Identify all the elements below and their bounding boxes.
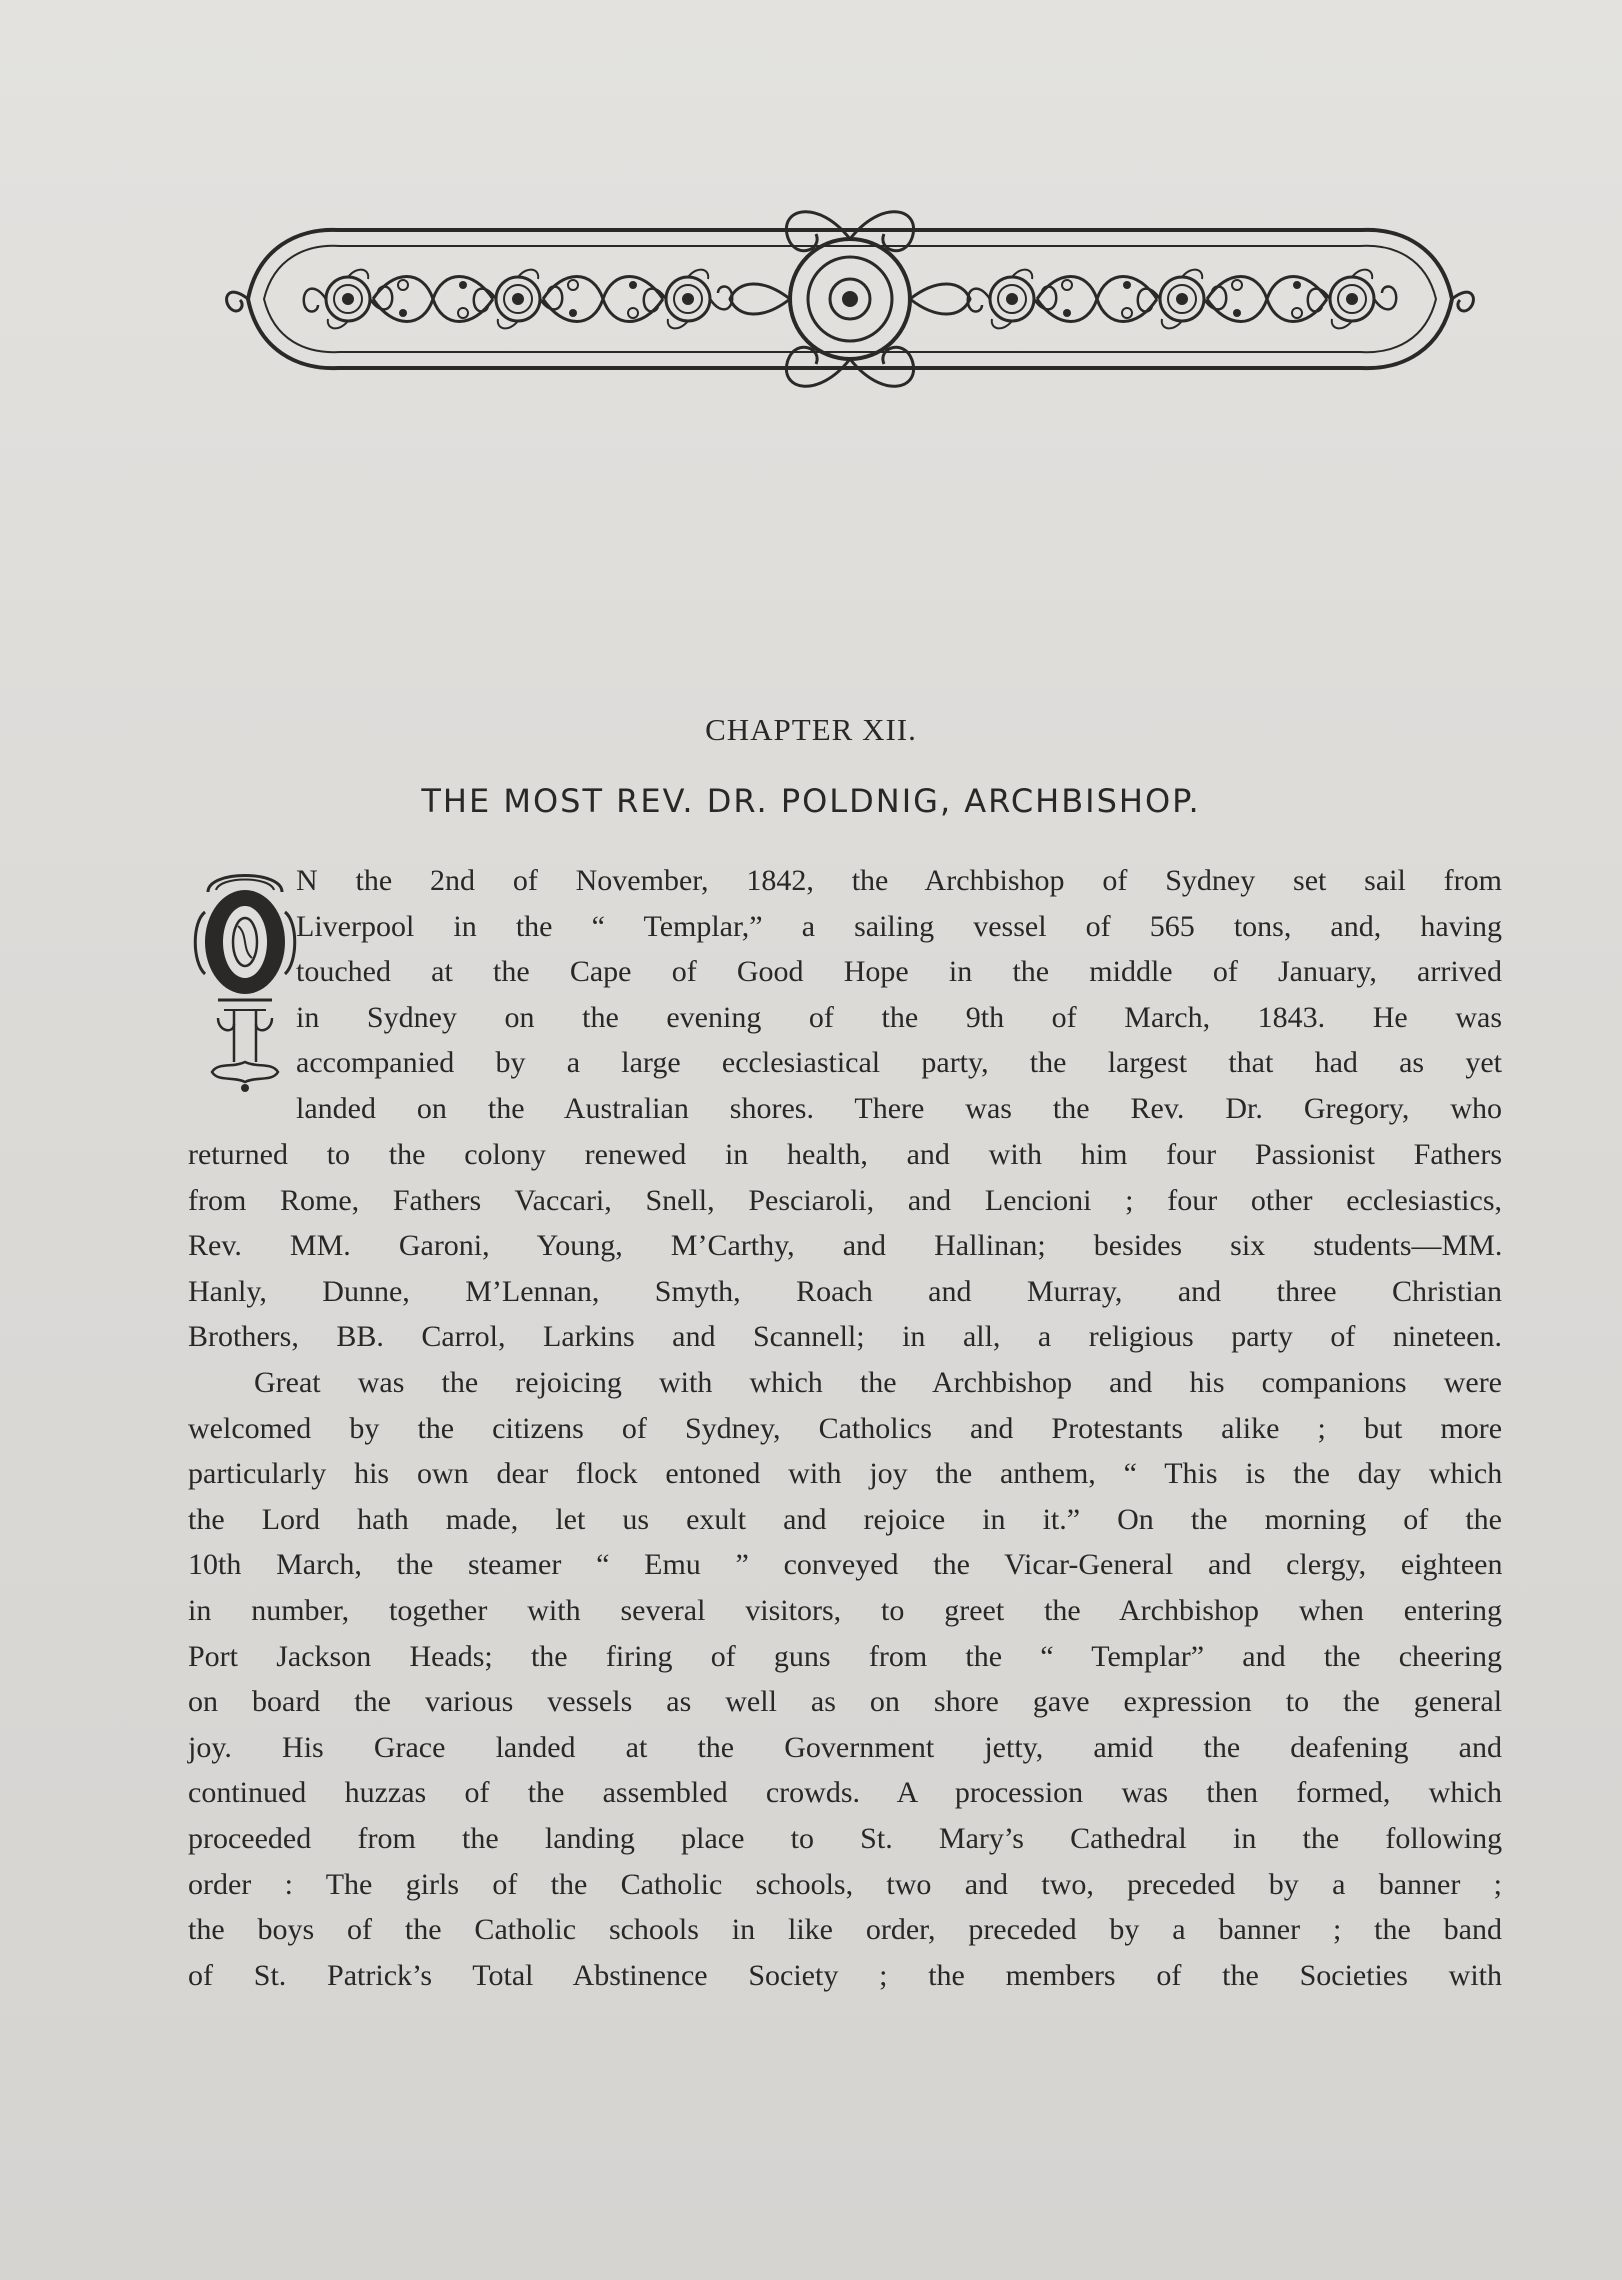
text-line: Great was the rejoicing with which the Archbishop and his companions were [254, 1365, 1502, 1399]
text-line: Brothers, BB. Carrol, Larkins and Scannell; in all, a religious party of nineteen. [188, 1320, 1502, 1354]
text-line: 10th March, the steamer “ Emu ” conveyed the Vicar-General and clergy, eighteen [188, 1548, 1503, 1582]
text-line: Rev. MM. Garoni, Young, M’Carthy, and Hallinan; besides six students—MM. [188, 1229, 1503, 1263]
text-line: on board the various vessels as well as on shore gave expression to the general [188, 1685, 1503, 1719]
ornamental-scroll-headpiece-icon [218, 188, 1482, 410]
chapter-number: CHAPTER XII. [705, 712, 917, 747]
text-line: order : The girls of the Catholic schools, two and two, preceded by a banner ; [188, 1867, 1502, 1901]
text-line: the Lord hath made, let us exult and rejoice in it.” On the morning of the [188, 1502, 1502, 1536]
text-line: Liverpool in the “ Templar,” a sailing vessel of 565 tons, and, having [296, 909, 1502, 943]
main-text-block [188, 1132, 1502, 1998]
text-line: Port Jackson Heads; the firing of guns from the “ Templar” and the cheering [188, 1639, 1502, 1673]
text-line: continued huzzas of the assembled crowds. A procession was then formed, which [188, 1776, 1502, 1810]
text-line: N the 2nd of November, 1842, the Archbishop of Sydney set sail from [296, 864, 1502, 897]
text-line: the boys of the Catholic schools in like order, preceded by a banner ; the band [188, 1913, 1502, 1947]
text-line: particularly his own dear flock entoned with joy the anthem, “ This is the day which [188, 1457, 1503, 1491]
first-paragraph-opening [296, 858, 1502, 1132]
text-line: welcomed by the citizens of Sydney, Catholics and Protestants alike ; but more [188, 1411, 1503, 1445]
text-line: Hanly, Dunne, M’Lennan, Smyth, Roach and Murray, and three Christian [188, 1274, 1502, 1308]
text-line: accompanied by a large ecclesiastical party, the largest that had as yet [296, 1046, 1502, 1080]
text-line: of St. Patrick’s Total Abstinence Society ; the members of the Societies with [188, 1958, 1502, 1992]
text-line: proceeded from the landing place to St. Mary’s Cathedral in the following [188, 1821, 1503, 1855]
ornamental-drop-cap-o-icon [188, 862, 302, 1094]
text-line: joy. His Grace landed at the Government jetty, amid the deafening and [188, 1730, 1502, 1764]
text-line: landed on the Australian shores. There was the Rev. Dr. Gregory, who [296, 1091, 1502, 1125]
chapter-title: THE MOST REV. DR. POLDNIG, ARCHBISHOP. [421, 782, 1201, 820]
text-line: returned to the colony renewed in health, and with him four Passionist Fathers [188, 1138, 1502, 1171]
text-line: from Rome, Fathers Vaccari, Snell, Pesciaroli, and Lencioni ; four other ecclesiastics, [188, 1183, 1502, 1217]
text-line: touched at the Cape of Good Hope in the middle of January, arrived [296, 955, 1502, 989]
text-line: in Sydney on the evening of the 9th of March, 1843. He was [296, 1000, 1502, 1034]
text-line: in number, together with several visitors, to greet the Archbishop when entering [188, 1593, 1502, 1627]
